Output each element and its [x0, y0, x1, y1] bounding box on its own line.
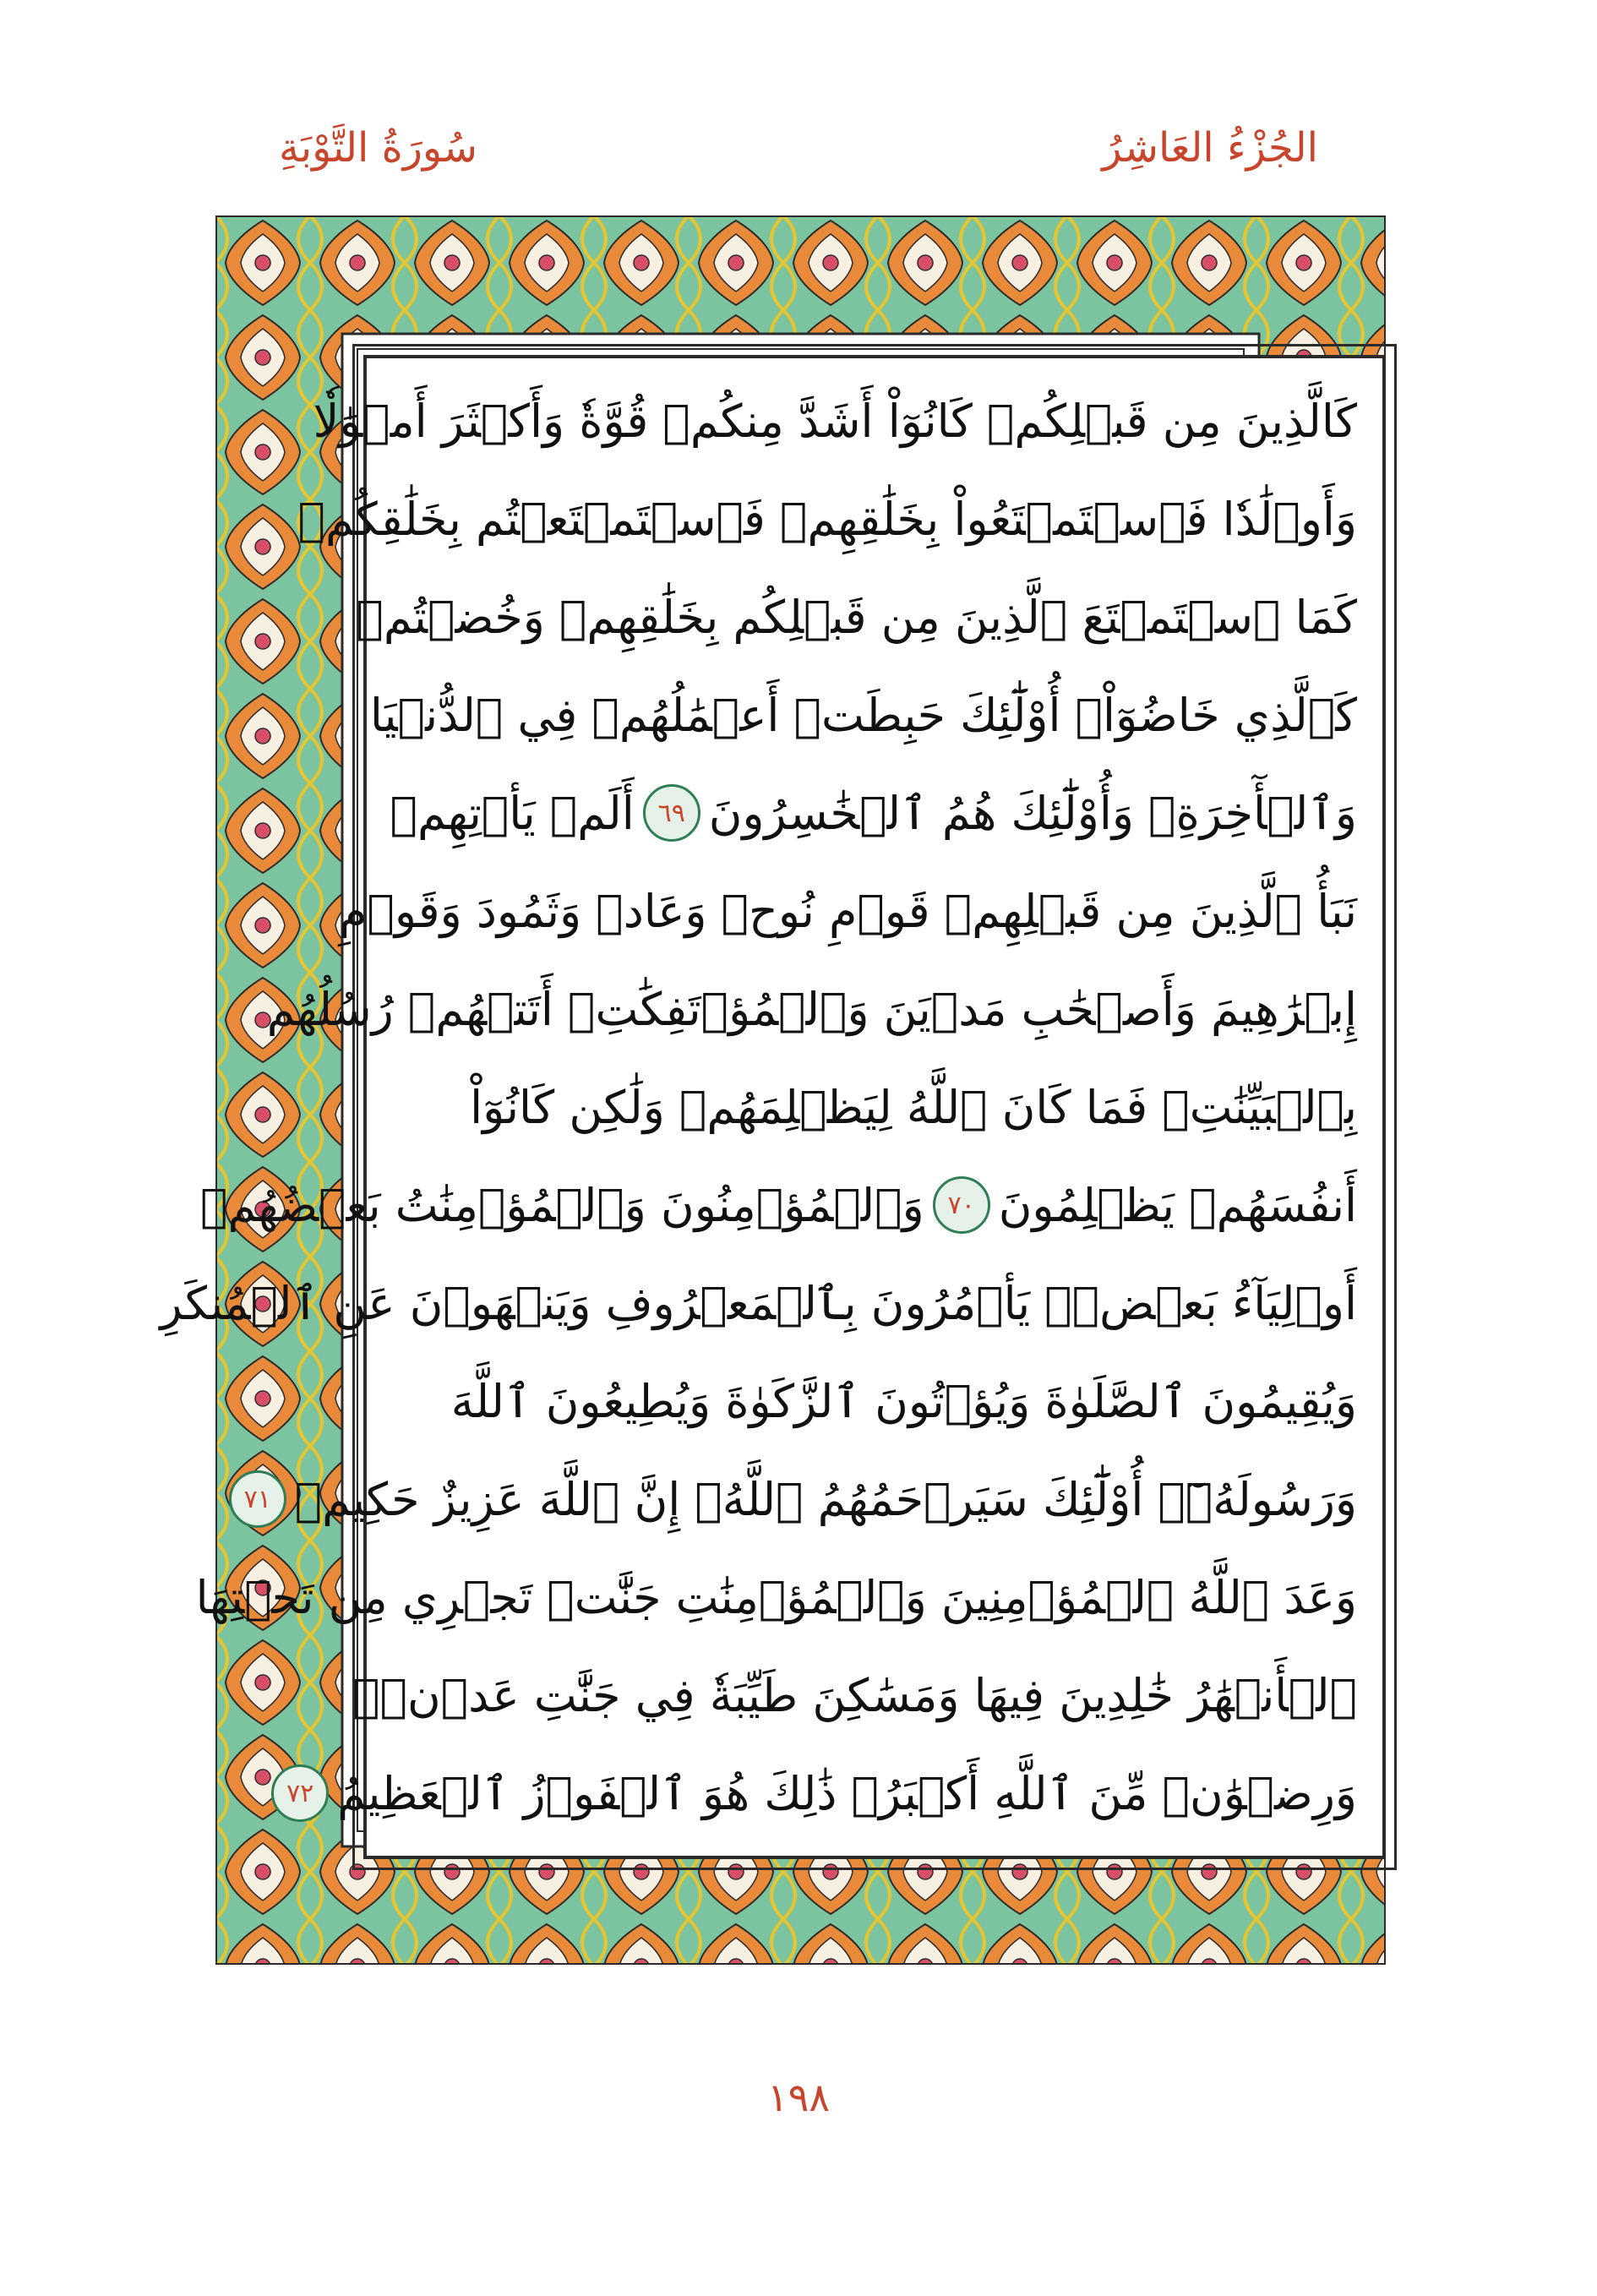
text-panel	[160, 355, 1386, 1859]
verse-text: وَأَوۡلَٰدٗا فَٱسۡتَمۡتَعُواْ بِخَلَٰقِهِمۡ فَٱسۡتَمۡتَعۡتُم بِخَلَٰقِكُمۡ	[297, 492, 1357, 546]
verse-line	[392, 769, 1357, 857]
verse-line	[243, 1455, 1357, 1543]
ayah-number-marker: ٧٢	[271, 1764, 329, 1822]
verse-line	[313, 377, 1357, 465]
verse-text: أَلَمۡ يَأۡتِهِمۡ	[390, 786, 635, 840]
page-number: ١٩٨	[766, 2075, 831, 2120]
verse-text: وَرَسُولَهُۥٓۚ أُوْلَٰٓئِكَ سَيَرۡحَمُهُمُ ٱللَّهُۗ إِنَّ ٱللَّهَ عَزِيزٌ حَكِيمٞ	[294, 1472, 1357, 1526]
verse-line	[392, 1357, 1357, 1445]
verses-block	[160, 377, 1357, 1837]
verse-line	[160, 1259, 1357, 1347]
verse-line	[356, 573, 1357, 661]
verse-line	[266, 965, 1357, 1053]
verse-text: إِبۡرَٰهِيمَ وَأَصۡحَٰبِ مَدۡيَنَ وَٱلۡمُؤۡتَفِكَٰتِۚ أَتَتۡهُمۡ رُسُلُهُم	[266, 982, 1357, 1036]
verse-text: كَالَّذِينَ مِن قَبۡلِكُمۡ كَانُوٓاْ أَشَدَّ مِنكُمۡ قُوَّةٗ وَأَكۡثَرَ أَمۡوَٰلٗا	[313, 394, 1357, 448]
verse-line	[297, 475, 1357, 563]
ayah-number-marker: ٧١	[229, 1470, 286, 1528]
verse-line	[369, 671, 1357, 759]
verse-text: أَوۡلِيَآءُ بَعۡضٖۚ يَأۡمُرُونَ بِٱلۡمَعۡرُوفِ وَيَنۡهَوۡنَ عَنِ ٱلۡمُنكَرِ	[160, 1276, 1357, 1330]
verse-line	[339, 867, 1357, 955]
verse-line	[195, 1553, 1357, 1641]
verse-line	[200, 1161, 1357, 1249]
verse-text: بِٱلۡبَيِّنَٰتِۖ فَمَا كَانَ ٱللَّهُ لِيَظۡلِمَهُمۡ وَلَٰكِن كَانُوٓاْ	[470, 1080, 1357, 1134]
verse-text: وَٱلۡمُؤۡمِنُونَ وَٱلۡمُؤۡمِنَٰتُ بَعۡضُهُمۡ	[200, 1178, 924, 1232]
verse-text: أَنفُسَهُمۡ يَظۡلِمُونَ	[998, 1178, 1357, 1232]
juz-title: الجُزْءُ العَاشِرُ	[1102, 124, 1318, 172]
surah-title: سُورَةُ التَّوْبَةِ	[279, 124, 477, 172]
verse-text: وَرِضۡوَٰنٞ مِّنَ ٱللَّهِ أَكۡبَرُۚ ذَٰلِكَ هُوَ ٱلۡفَوۡزُ ٱلۡعَظِيمُ	[337, 1766, 1357, 1820]
verse-line	[352, 1651, 1357, 1739]
ayah-number-marker: ٧٠	[933, 1176, 990, 1234]
verse-text: كَٱلَّذِي خَاضُوٓاْۚ أُوْلَٰٓئِكَ حَبِطَتۡ أَعۡمَٰلُهُمۡ فِي ٱلدُّنۡيَا	[369, 688, 1357, 742]
verse-text: وَٱلۡأٓخِرَةِۖ وَأُوْلَٰٓئِكَ هُمُ ٱلۡخَٰسِرُونَ	[708, 786, 1357, 840]
verse-text: وَعَدَ ٱللَّهُ ٱلۡمُؤۡمِنِينَ وَٱلۡمُؤۡمِنَٰتِ جَنَّٰتٖ تَجۡرِي مِن تَحۡتِهَا	[195, 1570, 1357, 1624]
verse-text: وَيُقِيمُونَ ٱلصَّلَوٰةَ وَيُؤۡتُونَ ٱلزَّكَوٰةَ وَيُطِيعُونَ ٱللَّهَ	[450, 1374, 1357, 1428]
verse-text: نَبَأُ ٱلَّذِينَ مِن قَبۡلِهِمۡ قَوۡمِ نُوحٖ وَعَادٖ وَثَمُودَ وَقَوۡمِ	[339, 884, 1357, 938]
verse-line	[392, 1063, 1357, 1151]
verse-text: ٱلۡأَنۡهَٰرُ خَٰلِدِينَ فِيهَا وَمَسَٰكِنَ طَيِّبَةٗ فِي جَنَّٰتِ عَدۡنٖۚ	[352, 1668, 1357, 1722]
verse-line	[286, 1749, 1357, 1837]
verse-text: كَمَا ٱسۡتَمۡتَعَ ٱلَّذِينَ مِن قَبۡلِكُم بِخَلَٰقِهِمۡ وَخُضۡتُمۡ	[356, 590, 1357, 644]
ayah-number-marker: ٦٩	[643, 784, 700, 842]
